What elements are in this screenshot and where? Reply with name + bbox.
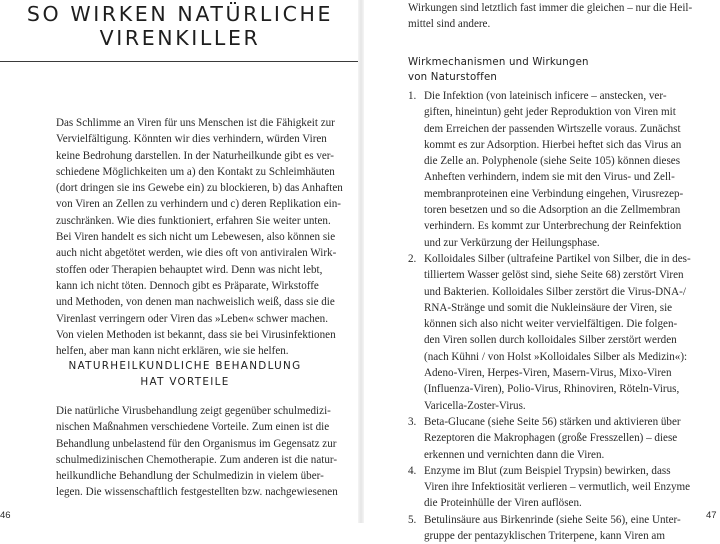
- text-line: und Bakterien. Kolloidales Silber zerstört die Virus-DNA-/: [424, 285, 686, 298]
- text-line: (nach Kühni / von Holst »Kolloidales Silber als Medizin«):: [424, 350, 688, 363]
- text-line: können sich also nicht weiter vervielfältigen. Die folgen-: [424, 318, 678, 331]
- text-line: keine Bedrohung darstellen. In der Naturheilkunde gibt es ver-: [56, 149, 334, 162]
- chapter-title: [22, 2, 338, 50]
- text-line: Das Schlimme an Viren für uns Menschen ist die Fähigkeit zur: [56, 117, 335, 129]
- list-item: [408, 88, 684, 251]
- text-line: Adeno-Viren, Herpes-Viren, Masern-Virus, Mixo-Viren: [424, 367, 672, 380]
- list-number: 5.: [408, 513, 417, 526]
- title-divider: [0, 61, 362, 62]
- text-line: RNA-Stränge und somit die Nukleinsäure der Viren, sie: [424, 301, 673, 314]
- text-line: (Influenza-Viren), Polio-Virus, Rhinoviren, Röteln-Virus,: [424, 383, 680, 396]
- text-line: Wirkungen sind letztlich fast immer die gleichen – nur die Heil-: [408, 2, 693, 14]
- page-number-left: 46: [0, 510, 11, 521]
- text-line: mittel sind andere.: [408, 18, 491, 31]
- section-heading-line: HAT VORTEILE: [140, 376, 230, 388]
- text-line: erkennen und vernichten dann die Viren.: [424, 448, 605, 461]
- text-line: tilliertem Wasser gelöst sind, siehe Seite 68) zerstört Viren: [424, 269, 684, 282]
- text-line: kommt es zur Adsorption. Hierbei heftet sich das Virus an: [424, 138, 682, 151]
- text-line: Virenlast verringern oder Viren das »Leben« schwer machen.: [56, 312, 329, 325]
- list-item: [408, 251, 691, 414]
- text-line: Viren ihre Infektiosität verlieren – vermutlich, weil Enzyme: [424, 481, 691, 494]
- section-paragraph: [56, 403, 338, 501]
- text-line: Rezeptoren die Makrophagen (große Fresszellen) – diese: [424, 432, 678, 445]
- text-line: Von vielen Methoden ist bekannt, dass sie bei Virusinfektionen: [56, 328, 336, 341]
- text-line: dem Erreichen der passenden Wirtszelle voraus. Zunächst: [424, 122, 681, 135]
- text-line: gruppe der pentazyklischen Triterpene, kann Viren am: [424, 530, 665, 543]
- list-number: 3.: [408, 415, 417, 428]
- mechanism-list: [408, 88, 691, 544]
- list-item: [408, 414, 681, 463]
- subheading-line: von Naturstoffen: [408, 71, 498, 83]
- text-line: Varicella-Zoster-Virus.: [424, 399, 526, 412]
- text-line: Die Infektion (von lateinisch inficere – anstecken, ver-: [424, 90, 667, 102]
- text-line: und zur Verkürzung der Heilungsphase.: [424, 236, 600, 249]
- text-line: schiedene Möglichkeiten um a) den Kontakt zu Schleimhäuten: [56, 165, 335, 178]
- text-line: Vervielfältigung. Könnten wir dies verhindern, würden Viren: [56, 133, 327, 146]
- chapter-title-line: VIRENKILLER: [99, 26, 261, 50]
- text-line: den Viren sollen durch kolloidales Silber zerstört werden: [424, 334, 677, 347]
- list-item: [408, 512, 681, 544]
- subheading-line: Wirkmechanismen und Wirkungen: [408, 57, 589, 68]
- intro-paragraph: [56, 115, 343, 359]
- text-line: membranproteinen eine Verbindung eingehen, Virusrezep-: [424, 187, 684, 200]
- page-number-right: 47: [706, 510, 717, 521]
- subheading: [408, 56, 674, 85]
- chapter-title-line: SO WIRKEN NATÜRLICHE: [26, 2, 334, 26]
- list-number: 2.: [408, 252, 417, 265]
- text-line: Kolloidales Silber (ultrafeine Partikel von Silber, die in des-: [424, 252, 691, 265]
- text-line: die Zelle an. Polyphenole (siehe Seite 105) können dieses: [424, 155, 681, 168]
- text-line: und Methoden, von denen man nachweislich weiß, dass sie die: [56, 296, 335, 309]
- text-line: Beta-Glucane (siehe Seite 56) stärken und aktivieren über: [424, 415, 681, 428]
- list-item: [408, 463, 691, 512]
- text-line: Die natürliche Virusbehandlung zeigt gegenüber schulmedizi-: [56, 405, 331, 417]
- text-line: Behandlung unbelastend für den Organismus im Gegensatz zur: [56, 437, 337, 450]
- text-line: schulmedizinischen Chemotherapie. Zum anderen ist die natur-: [56, 453, 338, 466]
- text-line: Enzyme im Blut (zum Beispiel Trypsin) bewirken, dass: [424, 464, 671, 477]
- text-line: helfen, aber man kann nicht erklären, wie sie helfen.: [56, 345, 289, 358]
- text-line: (dort dringen sie ins Gewebe ein) zu blockieren, b) das Anhaften: [56, 182, 343, 195]
- text-line: legen. Die wissenschaftlich festgestellten bzw. nachgewiesenen: [56, 486, 338, 499]
- text-line: kann ich nicht töten. Dennoch gibt es Präparate, Wirkstoffe: [56, 279, 319, 292]
- continuation-paragraph: [408, 0, 693, 33]
- text-line: Anheften verhindern, indem sie mit den Virus- und Zell-: [424, 171, 675, 184]
- text-line: stoffen oder Therapien behauptet wird. Denn was nicht lebt,: [56, 263, 323, 276]
- text-line: Bei Viren handelt es sich nicht um Lebewesen, also können sie: [56, 231, 336, 244]
- list-number: 4.: [408, 464, 417, 477]
- list-number: 1.: [408, 90, 417, 102]
- section-heading: [40, 358, 330, 390]
- text-line: die Proteinhülle der Viren auflösen.: [424, 497, 582, 510]
- text-line: nischen Maßnahmen verschiedene Vorteile. Zum einen ist die: [56, 421, 330, 434]
- text-line: Betulinsäure aus Birkenrinde (siehe Seite 56), eine Unter-: [424, 513, 681, 526]
- text-line: heilkundliche Behandlung der Schulmedizin in vielem über-: [56, 470, 324, 483]
- text-line: giften, hineintun) geht jeder Reproduktion von Viren mit: [424, 106, 676, 119]
- left-page: [0, 0, 360, 523]
- text-line: von Viren an Zellen zu verhindern und c) deren Replikation ein-: [56, 198, 342, 211]
- text-line: verhindern. Es kommt zur Unterbrechung der Reinfektion: [424, 220, 682, 233]
- section-heading-line: NATURHEILKUNDLICHE BEHANDLUNG: [68, 360, 302, 372]
- text-line: auch nicht abgetötet werden, wie dies oft von antiviralen Wirk-: [56, 247, 337, 260]
- text-line: toren besetzen und so die Adsorption an die Zellmembran: [424, 204, 681, 217]
- text-line: zuschränken. Wie dies funktioniert, erfahren Sie weiter unten.: [56, 214, 331, 227]
